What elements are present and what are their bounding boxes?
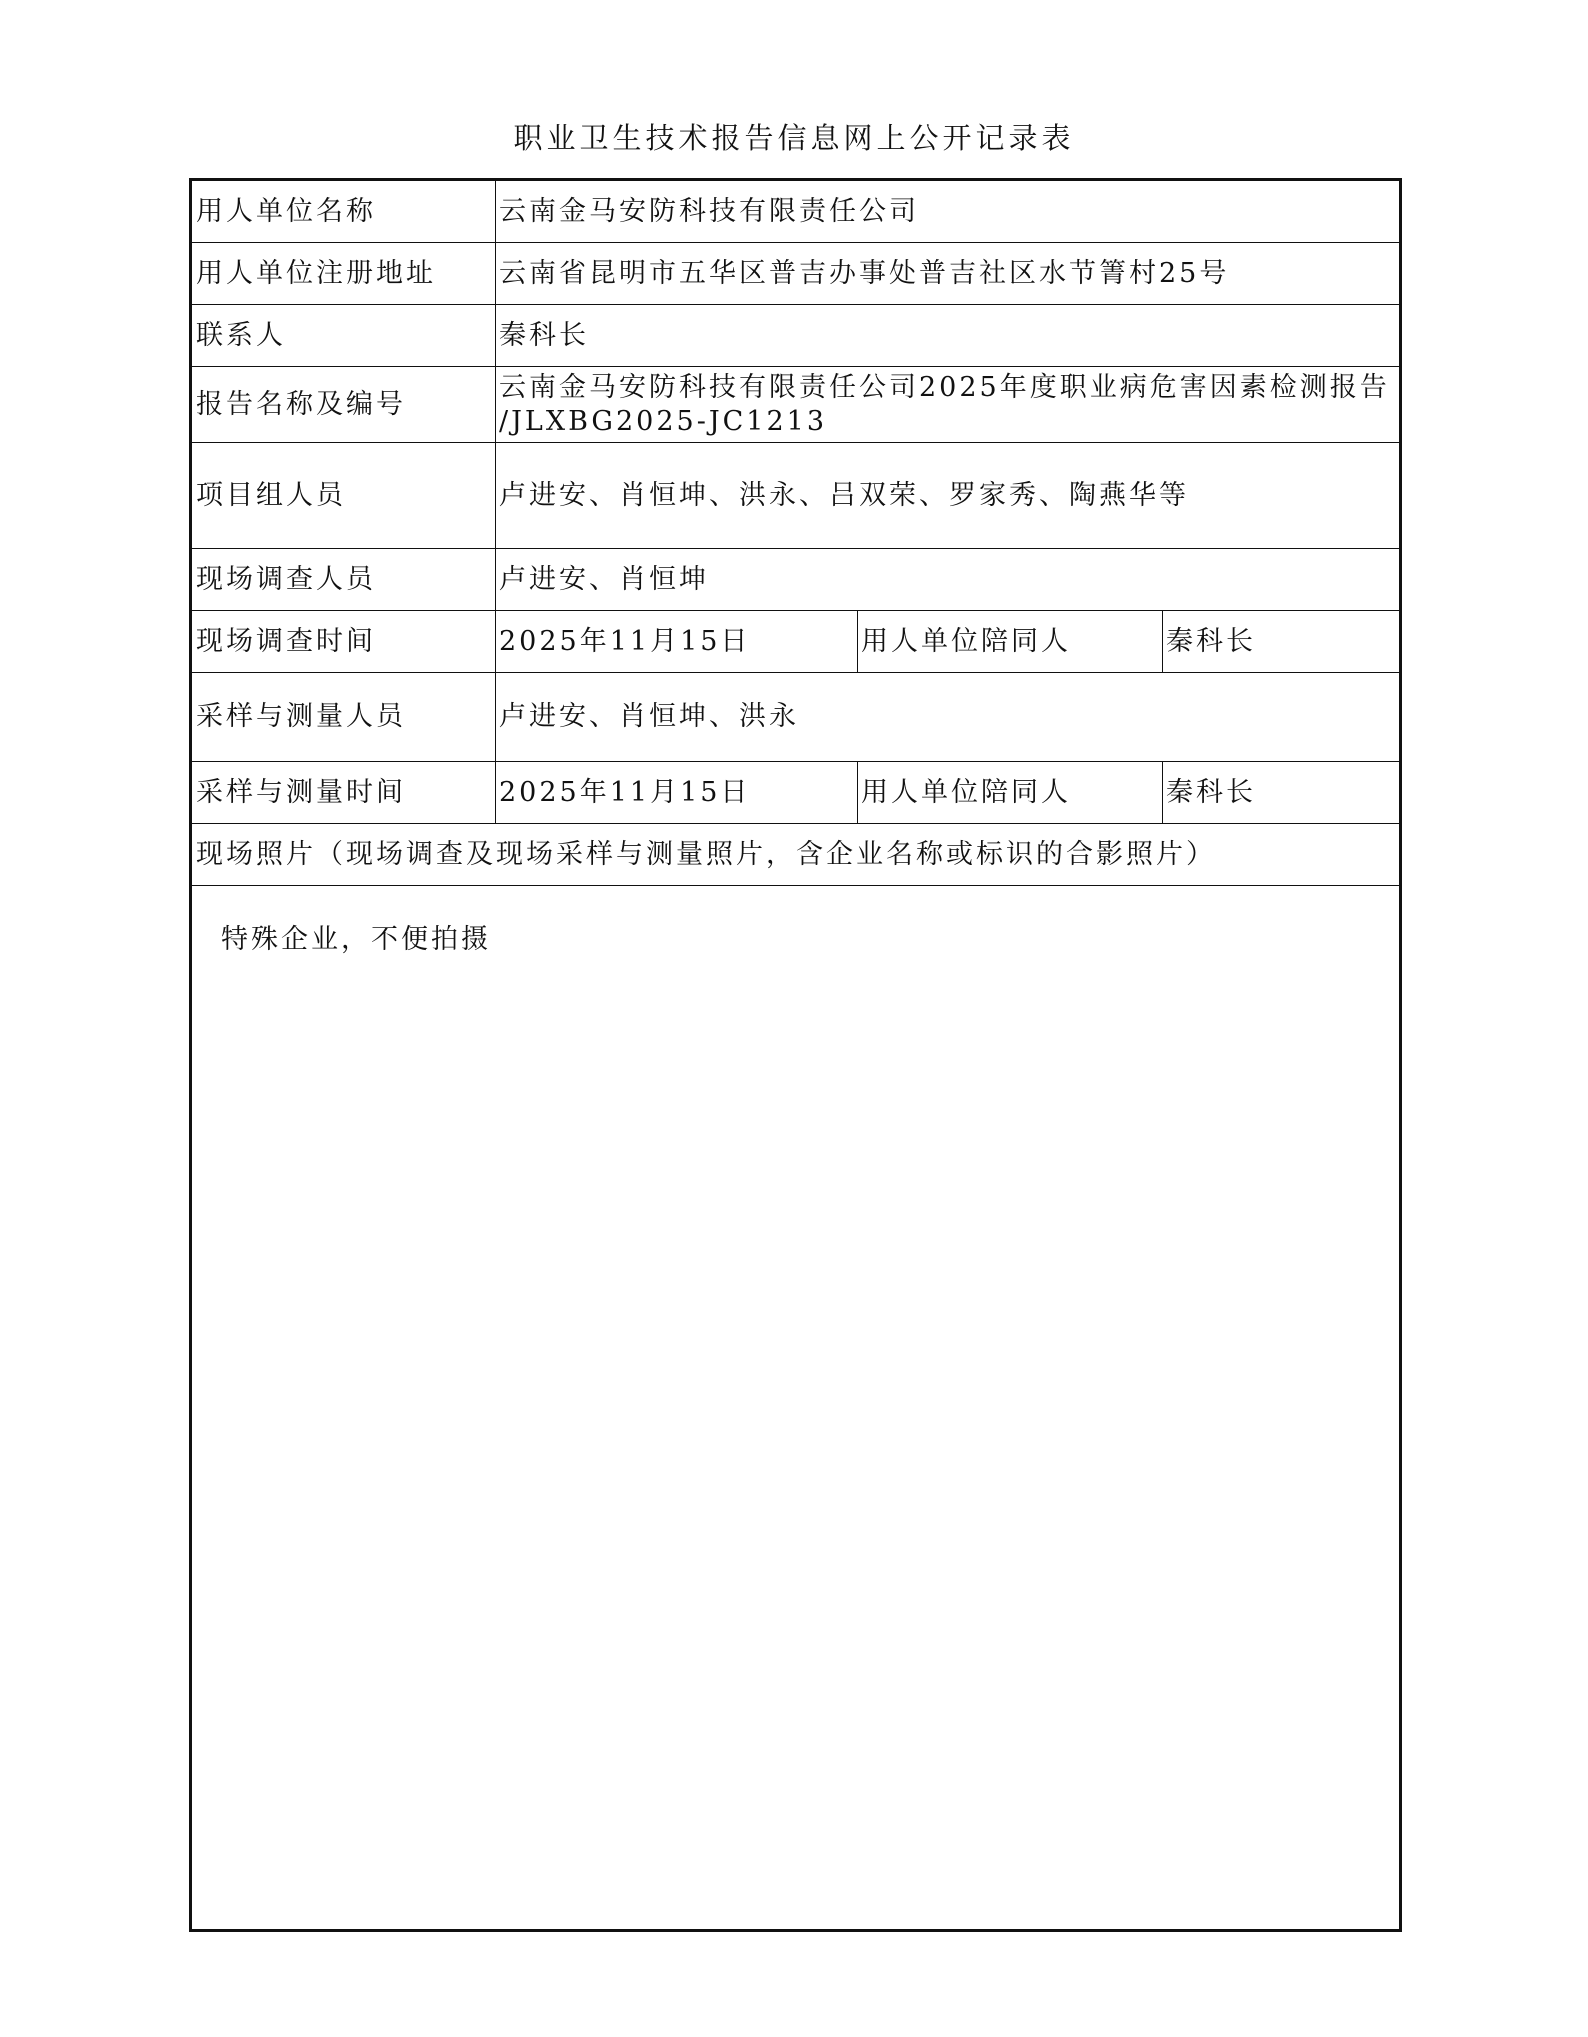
row-sampling-time <box>191 762 1401 824</box>
row-company-name <box>191 180 1401 243</box>
survey-companion-value: 秦科长 <box>1163 611 1401 673</box>
contact-label: 联系人 <box>191 305 496 367</box>
company-name-value: 云南金马安防科技有限责任公司 <box>496 180 1401 243</box>
row-contact <box>191 305 1401 367</box>
survey-time-value: 2025年11月15日 <box>496 611 858 673</box>
sampling-staff-value: 卢进安、肖恒坤、洪永 <box>496 673 1401 762</box>
sampling-time-value: 2025年11月15日 <box>496 762 858 824</box>
report-number: /JLXBG2025-JC1213 <box>499 405 828 437</box>
address-label: 用人单位注册地址 <box>191 243 496 305</box>
sampling-companion-value: 秦科长 <box>1163 762 1401 824</box>
row-photos-area <box>191 886 1401 1931</box>
row-sampling-staff <box>191 673 1401 762</box>
photos-note: 特殊企业，不便拍摄 <box>221 924 491 955</box>
record-table <box>189 178 1402 1932</box>
row-survey-time <box>191 611 1401 673</box>
project-team-label: 项目组人员 <box>191 443 496 549</box>
row-photos-header <box>191 824 1401 886</box>
photos-label: 现场照片（现场调查及现场采样与测量照片，含企业名称或标识的合影照片） <box>191 824 1401 886</box>
project-team-value: 卢进安、肖恒坤、洪永、吕双荣、罗家秀、陶燕华等 <box>496 443 1401 549</box>
row-survey-staff <box>191 549 1401 611</box>
row-project-team <box>191 443 1401 549</box>
row-address <box>191 243 1401 305</box>
survey-time-label: 现场调查时间 <box>191 611 496 673</box>
survey-companion-label: 用人单位陪同人 <box>858 611 1163 673</box>
company-name-label: 用人单位名称 <box>191 180 496 243</box>
report-label: 报告名称及编号 <box>191 367 496 443</box>
survey-staff-value: 卢进安、肖恒坤 <box>496 549 1401 611</box>
row-report <box>191 367 1401 443</box>
sampling-time-label: 采样与测量时间 <box>191 762 496 824</box>
contact-value: 秦科长 <box>496 305 1401 367</box>
photos-area <box>191 886 1401 1931</box>
document-title: 职业卫生技术报告信息网上公开记录表 <box>513 121 1075 155</box>
survey-staff-label: 现场调查人员 <box>191 549 496 611</box>
report-name: 云南金马安防科技有限责任公司2025年度职业病危害因素检测报告 <box>499 371 1390 403</box>
address-value: 云南省昆明市五华区普吉办事处普吉社区水节箐村25号 <box>496 243 1401 305</box>
sampling-staff-label: 采样与测量人员 <box>191 673 496 762</box>
report-value <box>496 367 1401 443</box>
sampling-companion-label: 用人单位陪同人 <box>858 762 1163 824</box>
